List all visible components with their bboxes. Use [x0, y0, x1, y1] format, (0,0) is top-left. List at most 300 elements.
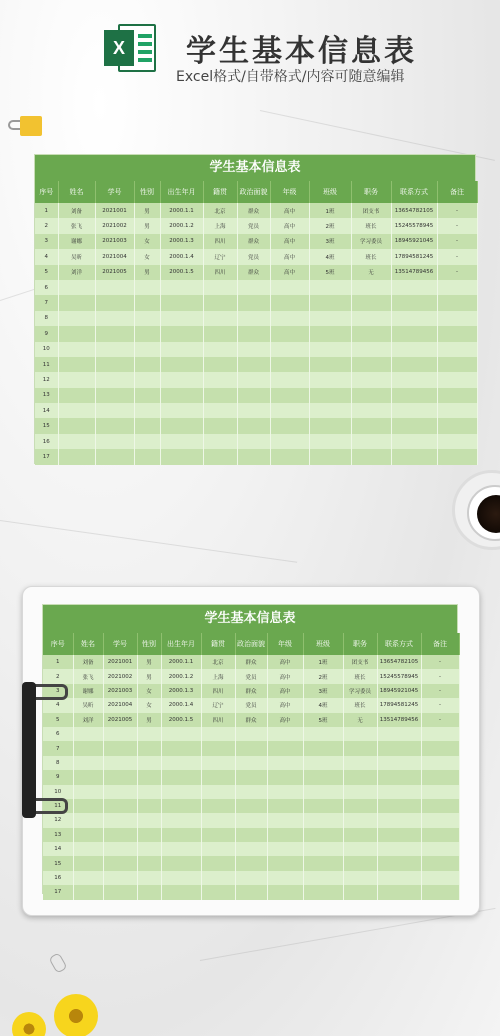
- table-cell[interactable]: 18945921045: [391, 234, 437, 249]
- table-cell[interactable]: 2021003: [95, 234, 134, 249]
- table-cell[interactable]: [391, 326, 437, 341]
- table-cell[interactable]: [161, 799, 201, 813]
- table-cell[interactable]: [203, 295, 237, 310]
- table-cell[interactable]: [437, 311, 477, 326]
- table-cell[interactable]: [160, 372, 203, 387]
- table-cell[interactable]: [203, 342, 237, 357]
- table-cell[interactable]: [134, 449, 160, 464]
- table-cell[interactable]: [270, 449, 309, 464]
- table-cell[interactable]: [377, 885, 421, 899]
- table-cell[interactable]: [377, 828, 421, 842]
- table-cell[interactable]: [73, 885, 103, 899]
- table-cell[interactable]: [303, 756, 343, 770]
- table-cell[interactable]: 2000.1.1: [161, 655, 201, 669]
- table-cell[interactable]: 群众: [237, 234, 270, 249]
- table-cell[interactable]: [58, 372, 95, 387]
- table-cell[interactable]: [391, 434, 437, 449]
- table-cell[interactable]: [309, 280, 351, 295]
- table-cell[interactable]: [201, 871, 235, 885]
- table-cell[interactable]: [267, 799, 303, 813]
- table-cell[interactable]: [235, 842, 267, 856]
- table-cell[interactable]: 吴昕: [58, 249, 95, 264]
- table-cell[interactable]: [270, 403, 309, 418]
- table-cell[interactable]: [351, 434, 391, 449]
- table-cell[interactable]: 群众: [235, 713, 267, 727]
- table-cell[interactable]: [160, 295, 203, 310]
- table-cell[interactable]: 5班: [309, 265, 351, 280]
- table-cell[interactable]: [437, 449, 477, 464]
- table-cell[interactable]: [134, 388, 160, 403]
- table-cell[interactable]: [160, 449, 203, 464]
- table-cell[interactable]: 4: [35, 249, 58, 264]
- table-cell[interactable]: 群众: [235, 684, 267, 698]
- table-cell[interactable]: [343, 741, 377, 755]
- table-cell[interactable]: 刘洋: [73, 713, 103, 727]
- table-cell[interactable]: [203, 449, 237, 464]
- table-cell[interactable]: 高中: [267, 713, 303, 727]
- table-cell[interactable]: 7: [43, 741, 73, 755]
- table-cell[interactable]: 班长: [351, 218, 391, 233]
- table-cell[interactable]: [58, 449, 95, 464]
- table-cell[interactable]: 14: [35, 403, 58, 418]
- table-cell[interactable]: 2021001: [95, 203, 134, 218]
- table-cell[interactable]: -: [421, 698, 459, 712]
- table-cell[interactable]: [437, 372, 477, 387]
- table-cell[interactable]: 辽宁: [201, 698, 235, 712]
- table-cell[interactable]: [137, 871, 161, 885]
- table-cell[interactable]: 高中: [270, 203, 309, 218]
- table-cell[interactable]: [235, 813, 267, 827]
- table-cell[interactable]: [137, 785, 161, 799]
- table-cell[interactable]: [235, 828, 267, 842]
- table-cell[interactable]: [203, 326, 237, 341]
- table-cell[interactable]: 党员: [237, 218, 270, 233]
- table-cell[interactable]: [73, 871, 103, 885]
- table-cell[interactable]: [137, 842, 161, 856]
- table-cell[interactable]: [270, 295, 309, 310]
- table-cell[interactable]: [137, 828, 161, 842]
- table-cell[interactable]: [201, 770, 235, 784]
- table-cell[interactable]: [58, 357, 95, 372]
- table-cell[interactable]: [201, 756, 235, 770]
- table-cell[interactable]: 四川: [201, 684, 235, 698]
- table-cell[interactable]: 群众: [237, 203, 270, 218]
- table-cell[interactable]: [73, 785, 103, 799]
- table-cell[interactable]: [201, 828, 235, 842]
- table-cell[interactable]: [391, 295, 437, 310]
- table-cell[interactable]: [134, 403, 160, 418]
- table-cell[interactable]: [203, 418, 237, 433]
- table-cell[interactable]: -: [437, 234, 477, 249]
- table-cell[interactable]: [95, 295, 134, 310]
- table-cell[interactable]: [137, 885, 161, 899]
- table-cell[interactable]: [267, 842, 303, 856]
- table-cell[interactable]: 张飞: [58, 218, 95, 233]
- table-cell[interactable]: 4班: [309, 249, 351, 264]
- table-cell[interactable]: [377, 799, 421, 813]
- table-cell[interactable]: [421, 727, 459, 741]
- table-cell[interactable]: [160, 418, 203, 433]
- table-cell[interactable]: [237, 326, 270, 341]
- table-cell[interactable]: [95, 372, 134, 387]
- table-cell[interactable]: [421, 785, 459, 799]
- table-cell[interactable]: [235, 727, 267, 741]
- table-cell[interactable]: [351, 388, 391, 403]
- table-cell[interactable]: [201, 785, 235, 799]
- table-cell[interactable]: [309, 311, 351, 326]
- table-cell[interactable]: 男: [134, 265, 160, 280]
- table-cell[interactable]: 17894581245: [391, 249, 437, 264]
- table-cell[interactable]: [160, 434, 203, 449]
- table-cell[interactable]: -: [437, 203, 477, 218]
- table-cell[interactable]: [161, 842, 201, 856]
- table-cell[interactable]: [343, 885, 377, 899]
- table-cell[interactable]: [137, 756, 161, 770]
- table-cell[interactable]: [391, 280, 437, 295]
- table-cell[interactable]: 9: [35, 326, 58, 341]
- table-cell[interactable]: [58, 403, 95, 418]
- table-cell[interactable]: [267, 871, 303, 885]
- table-cell[interactable]: [270, 326, 309, 341]
- table-cell[interactable]: [351, 357, 391, 372]
- table-cell[interactable]: [235, 785, 267, 799]
- table-cell[interactable]: [161, 885, 201, 899]
- table-cell[interactable]: [201, 885, 235, 899]
- table-cell[interactable]: 2000.1.3: [160, 234, 203, 249]
- table-cell[interactable]: 学习委员: [343, 684, 377, 698]
- table-cell[interactable]: [267, 856, 303, 870]
- table-cell[interactable]: 12: [43, 813, 73, 827]
- table-cell[interactable]: 4: [43, 698, 73, 712]
- table-cell[interactable]: [343, 770, 377, 784]
- table-cell[interactable]: [421, 799, 459, 813]
- table-cell[interactable]: 四川: [203, 234, 237, 249]
- table-cell[interactable]: [161, 828, 201, 842]
- table-cell[interactable]: [95, 403, 134, 418]
- table-cell[interactable]: [134, 418, 160, 433]
- table-cell[interactable]: [201, 727, 235, 741]
- table-cell[interactable]: 15: [43, 856, 73, 870]
- table-cell[interactable]: [103, 813, 137, 827]
- table-cell[interactable]: [391, 311, 437, 326]
- table-cell[interactable]: 北京: [203, 203, 237, 218]
- table-cell[interactable]: 15: [35, 418, 58, 433]
- table-cell[interactable]: 无: [351, 265, 391, 280]
- table-cell[interactable]: 刘备: [73, 655, 103, 669]
- table-cell[interactable]: [58, 342, 95, 357]
- table-cell[interactable]: [343, 756, 377, 770]
- table-cell[interactable]: [58, 418, 95, 433]
- table-cell[interactable]: 2: [35, 218, 58, 233]
- table-cell[interactable]: [137, 813, 161, 827]
- table-cell[interactable]: [421, 856, 459, 870]
- table-cell[interactable]: [58, 295, 95, 310]
- table-cell[interactable]: [303, 770, 343, 784]
- table-cell[interactable]: 男: [137, 669, 161, 683]
- table-cell[interactable]: 班长: [343, 698, 377, 712]
- table-cell[interactable]: 16: [43, 871, 73, 885]
- table-cell[interactable]: [377, 785, 421, 799]
- table-cell[interactable]: 辽宁: [203, 249, 237, 264]
- table-cell[interactable]: [201, 856, 235, 870]
- table-cell[interactable]: [134, 311, 160, 326]
- table-cell[interactable]: 5班: [303, 713, 343, 727]
- table-cell[interactable]: [309, 342, 351, 357]
- table-cell[interactable]: [237, 418, 270, 433]
- table-cell[interactable]: 7: [35, 295, 58, 310]
- table-cell[interactable]: [160, 280, 203, 295]
- table-cell[interactable]: [309, 434, 351, 449]
- table-cell[interactable]: [161, 813, 201, 827]
- table-cell[interactable]: 党员: [235, 698, 267, 712]
- table-cell[interactable]: [73, 799, 103, 813]
- table-cell[interactable]: [437, 342, 477, 357]
- table-cell[interactable]: 2: [43, 669, 73, 683]
- table-cell[interactable]: [351, 280, 391, 295]
- table-cell[interactable]: [267, 756, 303, 770]
- table-cell[interactable]: [343, 856, 377, 870]
- table-cell[interactable]: 5: [43, 713, 73, 727]
- table-cell[interactable]: [351, 342, 391, 357]
- table-cell[interactable]: [95, 357, 134, 372]
- table-cell[interactable]: 团支书: [351, 203, 391, 218]
- table-cell[interactable]: [160, 403, 203, 418]
- table-cell[interactable]: [58, 326, 95, 341]
- table-cell[interactable]: 3: [43, 684, 73, 698]
- table-cell[interactable]: [303, 727, 343, 741]
- table-cell[interactable]: [437, 403, 477, 418]
- table-cell[interactable]: [237, 295, 270, 310]
- table-cell[interactable]: 高中: [267, 684, 303, 698]
- table-cell[interactable]: [270, 311, 309, 326]
- table-cell[interactable]: [95, 449, 134, 464]
- table-cell[interactable]: [377, 770, 421, 784]
- table-cell[interactable]: [201, 799, 235, 813]
- table-cell[interactable]: [309, 418, 351, 433]
- table-cell[interactable]: 女: [137, 698, 161, 712]
- table-cell[interactable]: [309, 372, 351, 387]
- table-cell[interactable]: [137, 856, 161, 870]
- table-cell[interactable]: [235, 856, 267, 870]
- table-cell[interactable]: [161, 756, 201, 770]
- table-cell[interactable]: [237, 372, 270, 387]
- table-cell[interactable]: [343, 871, 377, 885]
- table-cell[interactable]: [137, 799, 161, 813]
- table-cell[interactable]: 3: [35, 234, 58, 249]
- table-cell[interactable]: [58, 280, 95, 295]
- table-cell[interactable]: [377, 756, 421, 770]
- table-cell[interactable]: 4班: [303, 698, 343, 712]
- table-cell[interactable]: 2000.1.5: [160, 265, 203, 280]
- table-cell[interactable]: 党员: [237, 249, 270, 264]
- table-cell[interactable]: 3班: [303, 684, 343, 698]
- table-cell[interactable]: [73, 770, 103, 784]
- table-cell[interactable]: [377, 813, 421, 827]
- table-cell[interactable]: [437, 295, 477, 310]
- table-cell[interactable]: [161, 871, 201, 885]
- table-cell[interactable]: [201, 842, 235, 856]
- table-cell[interactable]: [235, 871, 267, 885]
- table-cell[interactable]: [437, 388, 477, 403]
- table-cell[interactable]: 班长: [343, 669, 377, 683]
- table-cell[interactable]: [103, 871, 137, 885]
- table-cell[interactable]: [134, 434, 160, 449]
- table-cell[interactable]: [73, 856, 103, 870]
- table-cell[interactable]: [309, 326, 351, 341]
- table-cell[interactable]: [203, 280, 237, 295]
- table-cell[interactable]: [270, 280, 309, 295]
- table-cell[interactable]: [95, 388, 134, 403]
- table-cell[interactable]: [377, 741, 421, 755]
- table-cell[interactable]: [303, 885, 343, 899]
- table-cell[interactable]: -: [421, 684, 459, 698]
- table-cell[interactable]: [137, 770, 161, 784]
- table-cell[interactable]: [73, 727, 103, 741]
- table-cell[interactable]: 2021001: [103, 655, 137, 669]
- table-cell[interactable]: [303, 842, 343, 856]
- table-cell[interactable]: [160, 342, 203, 357]
- table-cell[interactable]: [103, 770, 137, 784]
- table-cell[interactable]: 13654782105: [377, 655, 421, 669]
- table-cell[interactable]: 17: [43, 885, 73, 899]
- table-cell[interactable]: [73, 813, 103, 827]
- table-cell[interactable]: [377, 842, 421, 856]
- table-cell[interactable]: [437, 357, 477, 372]
- table-cell[interactable]: 2班: [309, 218, 351, 233]
- table-cell[interactable]: 高中: [270, 218, 309, 233]
- table-cell[interactable]: [267, 770, 303, 784]
- table-cell[interactable]: [73, 741, 103, 755]
- table-cell[interactable]: [103, 842, 137, 856]
- table-cell[interactable]: [103, 828, 137, 842]
- table-cell[interactable]: [103, 785, 137, 799]
- table-cell[interactable]: [303, 799, 343, 813]
- table-cell[interactable]: 张飞: [73, 669, 103, 683]
- table-cell[interactable]: [103, 856, 137, 870]
- table-cell[interactable]: [343, 813, 377, 827]
- table-cell[interactable]: [203, 357, 237, 372]
- table-cell[interactable]: [270, 418, 309, 433]
- table-cell[interactable]: [303, 871, 343, 885]
- table-cell[interactable]: -: [421, 713, 459, 727]
- table-cell[interactable]: 6: [43, 727, 73, 741]
- table-cell[interactable]: 18945921045: [377, 684, 421, 698]
- table-cell[interactable]: [267, 828, 303, 842]
- table-cell[interactable]: [73, 842, 103, 856]
- table-cell[interactable]: 群众: [237, 265, 270, 280]
- table-cell[interactable]: -: [437, 249, 477, 264]
- table-cell[interactable]: 16: [35, 434, 58, 449]
- table-cell[interactable]: [391, 449, 437, 464]
- table-cell[interactable]: [351, 295, 391, 310]
- table-cell[interactable]: [160, 326, 203, 341]
- table-cell[interactable]: [309, 295, 351, 310]
- table-cell[interactable]: [343, 727, 377, 741]
- table-cell[interactable]: [391, 403, 437, 418]
- table-cell[interactable]: [309, 357, 351, 372]
- table-cell[interactable]: [267, 785, 303, 799]
- table-cell[interactable]: [203, 311, 237, 326]
- table-cell[interactable]: [351, 372, 391, 387]
- table-cell[interactable]: [58, 434, 95, 449]
- table-cell[interactable]: 谢娜: [58, 234, 95, 249]
- table-cell[interactable]: [309, 388, 351, 403]
- table-cell[interactable]: 1: [43, 655, 73, 669]
- table-cell[interactable]: [237, 357, 270, 372]
- table-cell[interactable]: 15245578945: [391, 218, 437, 233]
- table-cell[interactable]: 群众: [235, 655, 267, 669]
- table-cell[interactable]: 男: [137, 655, 161, 669]
- table-cell[interactable]: 9: [43, 770, 73, 784]
- table-cell[interactable]: 高中: [270, 234, 309, 249]
- table-cell[interactable]: 2000.1.1: [160, 203, 203, 218]
- table-cell[interactable]: 2000.1.2: [161, 669, 201, 683]
- table-cell[interactable]: [351, 418, 391, 433]
- table-cell[interactable]: 17: [35, 449, 58, 464]
- table-cell[interactable]: [421, 842, 459, 856]
- table-cell[interactable]: [303, 856, 343, 870]
- table-cell[interactable]: [201, 813, 235, 827]
- table-cell[interactable]: 吴昕: [73, 698, 103, 712]
- table-cell[interactable]: 2021002: [95, 218, 134, 233]
- table-cell[interactable]: 13514789456: [391, 265, 437, 280]
- table-cell[interactable]: [134, 326, 160, 341]
- table-cell[interactable]: [201, 741, 235, 755]
- table-cell[interactable]: 2021005: [103, 713, 137, 727]
- table-cell[interactable]: 学习委员: [351, 234, 391, 249]
- table-cell[interactable]: [203, 372, 237, 387]
- table-cell[interactable]: [421, 828, 459, 842]
- table-cell[interactable]: [421, 741, 459, 755]
- table-cell[interactable]: [73, 828, 103, 842]
- table-cell[interactable]: [237, 388, 270, 403]
- table-cell[interactable]: [161, 741, 201, 755]
- table-cell[interactable]: [437, 326, 477, 341]
- table-cell[interactable]: [270, 372, 309, 387]
- table-cell[interactable]: [95, 434, 134, 449]
- table-cell[interactable]: 10: [43, 785, 73, 799]
- table-cell[interactable]: 6: [35, 280, 58, 295]
- table-cell[interactable]: [134, 372, 160, 387]
- table-cell[interactable]: [58, 388, 95, 403]
- table-cell[interactable]: 团支书: [343, 655, 377, 669]
- table-cell[interactable]: [303, 785, 343, 799]
- table-cell[interactable]: [134, 342, 160, 357]
- table-cell[interactable]: 1: [35, 203, 58, 218]
- table-cell[interactable]: [235, 756, 267, 770]
- table-cell[interactable]: [391, 357, 437, 372]
- table-cell[interactable]: [237, 434, 270, 449]
- table-cell[interactable]: [235, 741, 267, 755]
- table-cell[interactable]: [137, 741, 161, 755]
- table-cell[interactable]: 2021003: [103, 684, 137, 698]
- table-cell[interactable]: [103, 799, 137, 813]
- table-cell[interactable]: [377, 871, 421, 885]
- table-cell[interactable]: [160, 311, 203, 326]
- table-cell[interactable]: 刘备: [58, 203, 95, 218]
- table-cell[interactable]: [303, 741, 343, 755]
- table-cell[interactable]: [421, 756, 459, 770]
- table-cell[interactable]: [421, 813, 459, 827]
- table-cell[interactable]: 高中: [267, 698, 303, 712]
- table-cell[interactable]: 2021004: [103, 698, 137, 712]
- table-cell[interactable]: [161, 785, 201, 799]
- table-cell[interactable]: [160, 388, 203, 403]
- table-cell[interactable]: 13: [43, 828, 73, 842]
- table-cell[interactable]: [351, 449, 391, 464]
- table-cell[interactable]: [377, 727, 421, 741]
- table-cell[interactable]: 2000.1.5: [161, 713, 201, 727]
